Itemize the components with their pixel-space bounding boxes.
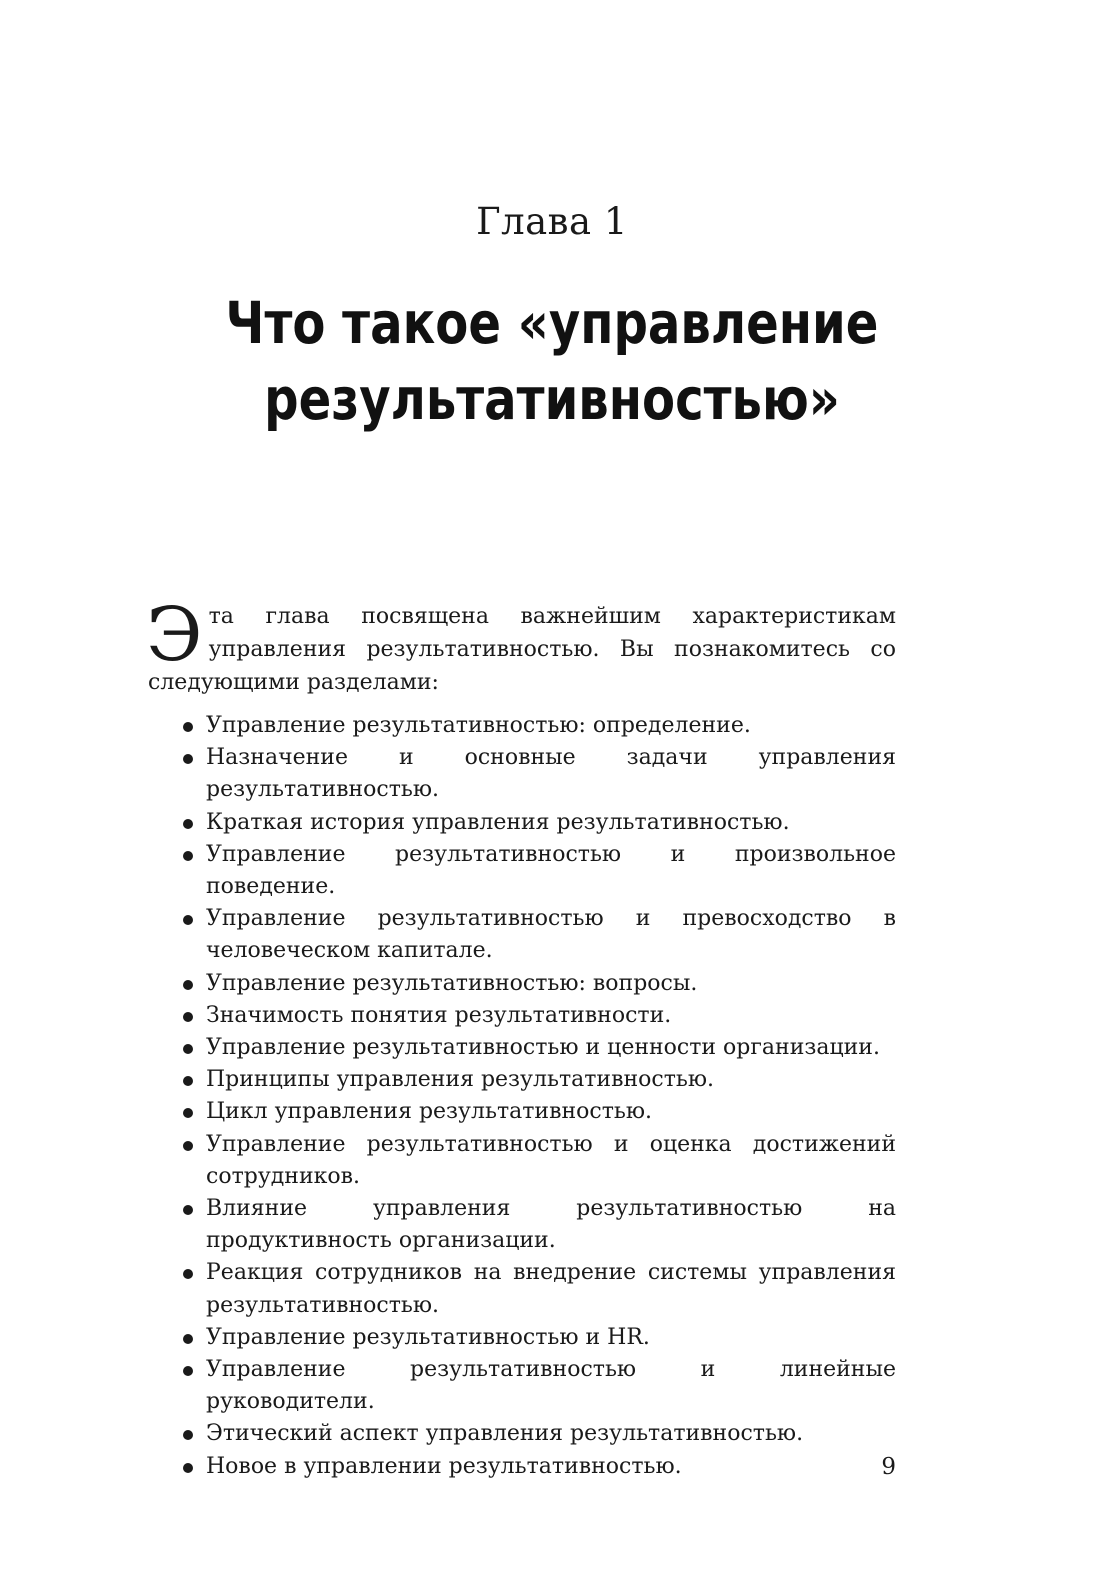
chapter-label: Глава 1 <box>476 200 628 243</box>
bullet-icon <box>183 754 193 764</box>
chapter-title <box>94 285 1010 437</box>
bullet-icon <box>183 1463 193 1473</box>
bullet-icon <box>183 1269 193 1279</box>
list-item-text: Управление результативностью и оценка достижений сотрудников. <box>206 1131 896 1189</box>
list-item <box>148 968 896 1000</box>
list-item-text: Управление результативностью: определение. <box>206 713 751 738</box>
list-item-text: Управление результативностью и HR. <box>206 1324 650 1350</box>
list-item-text: Управление результативностью и ценности организации. <box>206 1035 880 1061</box>
list-item <box>148 742 896 806</box>
list-item-text: Краткая история управления результативностью. <box>206 809 790 835</box>
list-item-text: Управление результативностью и превосходство в человеческом капитале. <box>206 906 896 964</box>
list-item <box>148 1032 896 1064</box>
list-item-text: Цикл управления результативностью. <box>206 1099 652 1125</box>
bullet-icon <box>183 819 193 829</box>
list-item <box>148 1354 896 1418</box>
bullet-icon <box>183 1108 193 1118</box>
list-item <box>148 1451 896 1483</box>
bullet-icon <box>183 1012 193 1022</box>
list-item <box>148 1322 896 1354</box>
list-item <box>148 1096 896 1128</box>
bullet-icon <box>183 1366 193 1376</box>
list-item <box>148 839 896 903</box>
list-item-text: Этический аспект управления результативностью. <box>206 1421 804 1447</box>
drop-cap: Э <box>146 592 203 678</box>
list-item-text: Управление результативностью: вопросы. <box>206 970 698 996</box>
bullet-icon <box>183 1430 193 1440</box>
list-item-text: Реакция сотрудников на внедрение системы управления результативностью. <box>206 1260 896 1318</box>
intro-text: та глава посвящена важнейшим характеристикам управления результативностью. Вы познакомитесь со следующими разделами: <box>148 604 896 695</box>
bullet-icon <box>183 915 193 925</box>
list-item <box>148 1418 896 1450</box>
list-item-text: Управление результативностью и произвольное поведение. <box>206 841 896 900</box>
bullet-icon <box>183 980 193 990</box>
bullet-icon <box>183 1205 193 1215</box>
intro-paragraph <box>146 592 896 699</box>
list-item <box>148 1193 896 1257</box>
list-item <box>148 710 896 742</box>
bullet-icon <box>183 722 193 732</box>
page-number: 9 <box>881 1454 896 1480</box>
bullet-icon <box>183 851 193 861</box>
list-item <box>148 1257 896 1321</box>
bullet-icon <box>183 1141 193 1151</box>
chapter-title-line-1: Что такое «управление <box>225 289 879 357</box>
list-item-text: Влияние управления результативностью на продуктивность организации. <box>206 1196 896 1254</box>
list-item-text: Принципы управления результативностью. <box>206 1067 714 1093</box>
list-item <box>148 1064 896 1096</box>
bullet-icon <box>183 1044 193 1054</box>
list-item-text: Новое в управлении результативностью. <box>206 1453 682 1479</box>
list-item-text: Управление результативностью и линейные руководители. <box>206 1357 896 1415</box>
list-item <box>148 903 896 967</box>
list-item <box>148 807 896 839</box>
bullet-icon <box>183 1076 193 1086</box>
topic-list <box>148 710 896 1483</box>
list-item <box>148 1129 896 1193</box>
bullet-icon <box>183 1334 193 1344</box>
list-item <box>148 1000 896 1032</box>
list-item-text: Назначение и основные задачи управления результативностью. <box>206 745 896 803</box>
chapter-title-line-2: результативностью» <box>264 365 840 433</box>
list-item-text: Значимость понятия результативности. <box>206 1002 672 1028</box>
